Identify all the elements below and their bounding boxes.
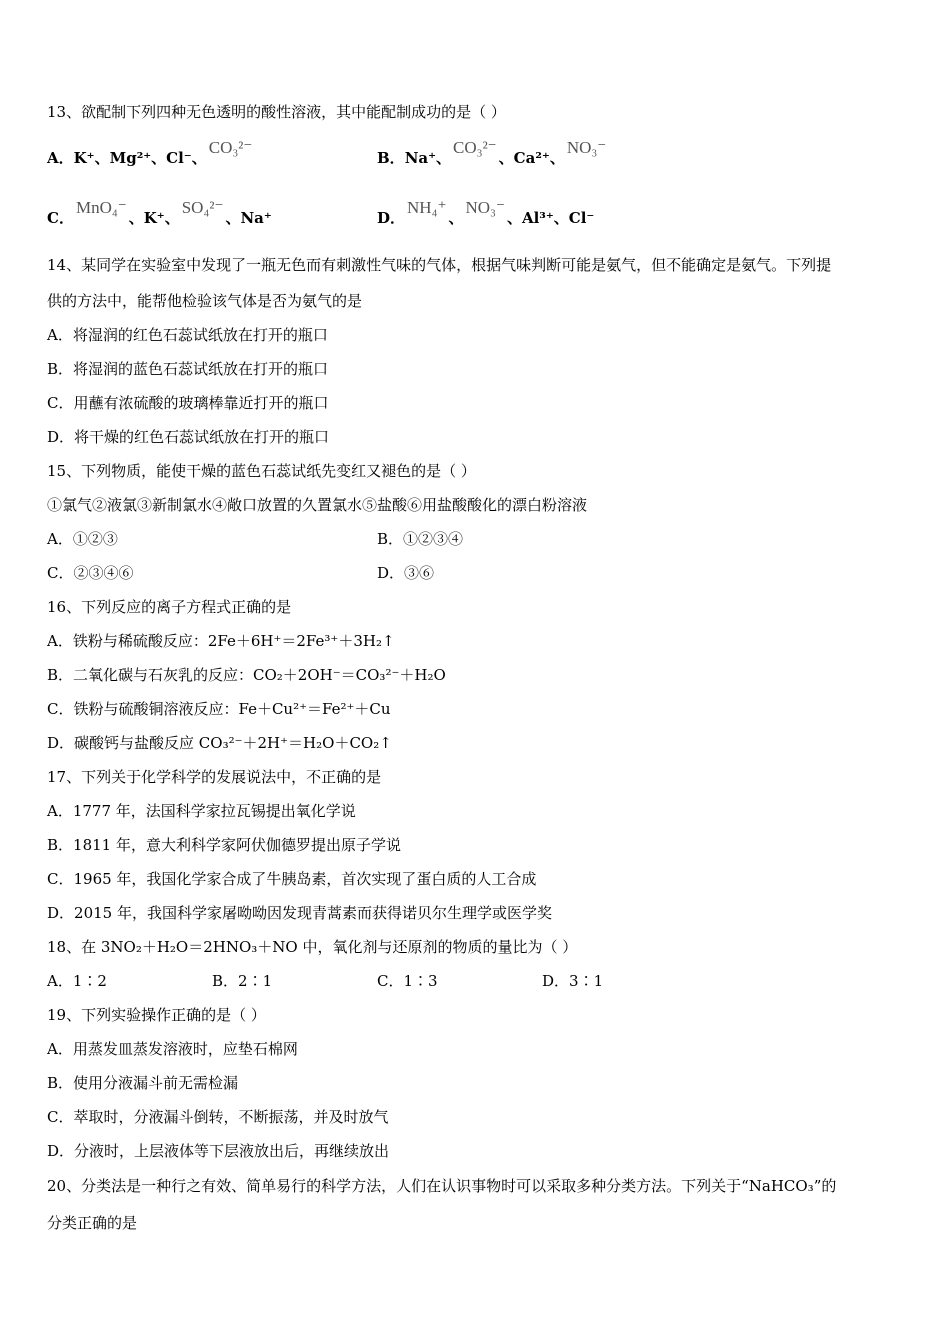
q20-stem-line2: 分类正确的是 (47, 1214, 138, 1232)
q16-stem: 16、下列反应的离子方程式正确的是 (47, 598, 292, 616)
q15-stem: 15、下列物质，能使干燥的蓝色石蕊试纸先变红又褪色的是（ ） (47, 462, 476, 480)
q16-option-d: D．碳酸钙与盐酸反应 CO₃²⁻＋2H⁺＝H₂O＋CO₂↑ (47, 734, 392, 752)
q18-option-b: B．2∶1 (212, 972, 273, 990)
q14-stem-line1: 14、某同学在实验室中发现了一瓶无色而有刺激性气味的气体，根据气味判断可能是氨气，但不能确定是氨气。下列提 (47, 256, 832, 274)
q15-option-d: D．③⑥ (377, 564, 435, 582)
q19-option-a: A．用蒸发皿蒸发溶液时，应垫石棉网 (47, 1040, 298, 1058)
q14-option-b: B．将湿润的蓝色石蕊试纸放在打开的瓶口 (47, 360, 329, 378)
q17-option-c: C．1965 年，我国化学家合成了牛胰岛素，首次实现了蛋白质的人工合成 (47, 870, 537, 888)
q18-option-a: A．1∶2 (47, 972, 107, 990)
q16-option-c: C．铁粉与硫酸铜溶液反应：Fe＋Cu²⁺＝Fe²⁺＋Cu (47, 700, 391, 718)
q15-option-b: B．①②③④ (377, 530, 464, 548)
q17-option-b: B．1811 年，意大利科学家阿伏伽德罗提出原子学说 (47, 836, 401, 854)
q20-stem-line1: 20、分类法是一种行之有效、简单易行的科学方法，人们在认识事物时可以采取多种分类方法。下列关于“NaHCO₃”的 (47, 1177, 837, 1195)
q14-option-a: A．将湿润的红色石蕊试纸放在打开的瓶口 (47, 326, 328, 344)
q14-option-d: D．将干燥的红色石蕊试纸放在打开的瓶口 (47, 428, 330, 446)
q15-option-c: C．②③④⑥ (47, 564, 134, 582)
q13-option-b: B．Na⁺、CO₃²⁻、Ca²⁺、NO₃⁻ (377, 138, 607, 167)
q19-option-c: C．萃取时，分液漏斗倒转，不断振荡，并及时放气 (47, 1108, 389, 1126)
q19-option-d: D．分液时，上层液体等下层液放出后，再继续放出 (47, 1142, 390, 1160)
q14-option-c: C．用蘸有浓硫酸的玻璃棒靠近打开的瓶口 (47, 394, 329, 412)
q13-stem: 13、欲配制下列四种无色透明的酸性溶液，其中能配制成功的是（ ） (47, 103, 506, 121)
q13-a-ion: CO₃²⁻ (208, 138, 253, 157)
q18-option-c: C．1∶3 (377, 972, 438, 990)
q18-stem: 18、在 3NO₂＋H₂O＝2HNO₃＋NO 中，氧化剂与还原剂的物质的量比为（ ） (47, 938, 578, 956)
q16-option-b: B．二氧化碳与石灰乳的反应：CO₂＋2OH⁻＝CO₃²⁻＋H₂O (47, 666, 446, 684)
q17-option-d: D．2015 年，我国科学家屠呦呦因发现青蒿素而获得诺贝尔生理学或医学奖 (47, 904, 552, 922)
q17-stem: 17、下列关于化学科学的发展说法中，不正确的是 (47, 768, 382, 786)
q19-option-b: B．使用分液漏斗前无需检漏 (47, 1074, 239, 1092)
q18-option-d: D．3∶1 (542, 972, 604, 990)
q13-option-c: C．MnO₄⁻、K⁺、SO₄²⁻、Na⁺ (47, 198, 272, 227)
q13-option-a: A．K⁺、Mg²⁺、Cl⁻、CO₃²⁻ (47, 138, 253, 167)
q19-stem: 19、下列实验操作正确的是（ ） (47, 1006, 266, 1024)
q14-stem-line2: 供的方法中，能帮他检验该气体是否为氨气的是 (47, 292, 363, 310)
q17-option-a: A．1777 年，法国科学家拉瓦锡提出氧化学说 (47, 802, 356, 820)
q15-option-a: A．①②③ (47, 530, 118, 548)
q15-items: ①氯气②液氯③新制氯水④敞口放置的久置氯水⑤盐酸⑥用盐酸酸化的漂白粉溶液 (47, 496, 588, 514)
q16-option-a: A．铁粉与稀硫酸反应：2Fe＋6H⁺＝2Fe³⁺＋3H₂↑ (47, 632, 395, 650)
q13-option-d: D．NH₄⁺、NO₃⁻、Al³⁺、Cl⁻ (377, 198, 595, 227)
